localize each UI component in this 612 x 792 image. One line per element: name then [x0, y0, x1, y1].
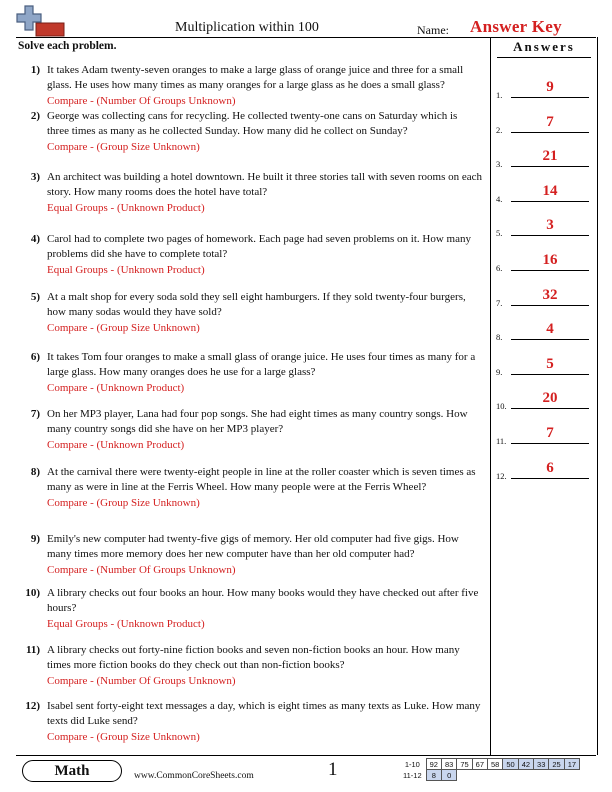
problem-text: At a malt shop for every soda sold they sell eight hamburgers. If they sold twenty-four burgers, how many sodas would they have sold?: [47, 291, 466, 318]
answer-line: [511, 201, 589, 202]
score-cell: 75: [457, 759, 472, 770]
answer-value: 3: [546, 217, 554, 234]
problem-3: [18, 170, 482, 216]
problem-text: George was collecting cans for recycling. He collected twenty-one cans on Saturday which is three times as many as he collected Sunday. How many did he collect on Sunday?: [47, 110, 458, 137]
answer-number: 12.: [496, 470, 507, 481]
score-cell: 8: [426, 770, 441, 781]
problem-number: 10): [25, 587, 40, 599]
answer-number: 9.: [496, 366, 503, 377]
answer-line: [511, 339, 589, 340]
answer-number: 10.: [496, 401, 507, 412]
answer-line: [511, 408, 589, 409]
problem-type: Compare - (Group Size Unknown): [47, 322, 200, 334]
answer-number: 2.: [496, 124, 503, 135]
score-cell: 50: [503, 759, 518, 770]
answer-value: 9: [546, 79, 554, 95]
answer-row-8: [491, 310, 597, 344]
problem-type: Compare - (Unknown Product): [47, 439, 185, 451]
problem-text: On her MP3 player, Lana had four pop songs. She had eight times as many country songs. How many country songs did she have on her MP3 player?: [47, 408, 468, 435]
page-title: Multiplication within 100: [175, 20, 319, 35]
problem-number: 11): [25, 644, 40, 656]
score-cell: 92: [426, 759, 441, 770]
answer-value: 21: [542, 148, 558, 165]
answer-value: 7: [546, 113, 554, 130]
answer-value: 16: [542, 252, 558, 268]
score-cell: 17: [564, 759, 579, 770]
answer-line: [511, 270, 589, 271]
score-row: [400, 770, 580, 781]
site-url: www.CommonCoreSheets.com: [134, 771, 254, 781]
answer-row-1: [491, 68, 597, 102]
problem-2: [18, 109, 482, 155]
problem-number: 6): [30, 351, 40, 363]
problem-text: At the carnival there were twenty-eight people in line at the roller coaster which is seven times as many as were in line at the Ferris Wheel. How many people were at the Ferris Wheel?: [47, 466, 476, 493]
answer-number: 3.: [496, 159, 503, 170]
score-cell: 33: [534, 759, 549, 770]
score-cell: 25: [549, 759, 564, 770]
answer-value: 14: [542, 182, 558, 199]
problem-5: [18, 290, 482, 336]
score-cell: 83: [441, 759, 456, 770]
problem-10: [18, 586, 482, 632]
answer-value: 20: [542, 390, 558, 407]
answer-row-10: [491, 379, 597, 413]
bottom-divider: [16, 755, 596, 756]
problem-number: 4): [30, 233, 40, 245]
answer-value: 6: [546, 459, 554, 476]
answer-row-6: [491, 241, 597, 275]
answer-number: 11.: [496, 436, 507, 446]
problem-text: It takes Tom four oranges to make a small glass of orange juice. He uses four times as many for a large glass. How many oranges does he use for a large glass?: [47, 351, 476, 378]
score-cell: 67: [472, 759, 487, 770]
problem-6: [18, 350, 482, 396]
problem-9: [18, 532, 482, 578]
answer-row-7: [491, 276, 597, 310]
problem-12: [18, 699, 482, 745]
answer-row-12: [491, 449, 597, 483]
problem-number: 9): [30, 533, 40, 545]
problem-number: 7): [30, 408, 40, 420]
logo-icon: [16, 4, 66, 38]
problem-8: [18, 465, 482, 511]
problem-type: Compare - (Number Of Groups Unknown): [47, 675, 236, 687]
answer-line: [511, 305, 589, 306]
problem-text: A library checks out forty-nine fiction books and seven non-fiction books an hour. How many times more fiction books do they check out than non-fiction books?: [47, 644, 460, 671]
answer-value: 32: [542, 286, 558, 303]
answer-line: [511, 443, 589, 444]
answer-row-11: [491, 414, 597, 448]
name-label: Name:: [417, 23, 449, 37]
instructions: Solve each problem.: [18, 40, 117, 52]
answer-row-5: [491, 206, 597, 240]
problem-4: [18, 232, 482, 278]
answer-number: 6.: [496, 263, 503, 273]
problem-text: A library checks out four books an hour. How many books would they have checked out after five hours?: [47, 587, 479, 614]
score-cell: 58: [488, 759, 503, 770]
problem-type: Compare - (Number Of Groups Unknown): [47, 95, 236, 107]
answer-row-4: [491, 172, 597, 206]
problem-type: Compare - (Group Size Unknown): [47, 141, 200, 153]
problem-number: 5): [30, 291, 40, 303]
answer-number: 1.: [496, 90, 503, 100]
answer-number: 8.: [496, 332, 503, 343]
problem-type: Equal Groups - (Unknown Product): [47, 202, 205, 214]
answer-key-label: Answer Key: [470, 17, 562, 36]
score-cell: 0: [441, 770, 456, 781]
problem-number: 3): [30, 171, 40, 183]
answer-line: [511, 235, 589, 236]
answers-heading-underline: [497, 57, 591, 58]
problem-type: Compare - (Number Of Groups Unknown): [47, 564, 236, 576]
answer-number: 5.: [496, 228, 503, 239]
problem-type: Compare - (Group Size Unknown): [47, 497, 200, 509]
score-row-label: 1-10: [404, 759, 420, 769]
problem-text: Isabel sent forty-eight text messages a day, which is eight times as many texts as Luke. How many texts did Luke send?: [47, 700, 481, 727]
problem-11: [18, 643, 482, 689]
subject-badge: Math: [22, 760, 122, 782]
answers-heading: Answers: [513, 39, 575, 54]
answer-number: 4.: [496, 193, 503, 204]
problem-text: An architect was building a hotel downtown. He built it three stories tall with seven rooms on each story. How many rooms does the hotel have total?: [47, 171, 483, 198]
answer-row-3: [491, 137, 597, 171]
answer-line: [511, 478, 589, 479]
answers-column: [490, 37, 598, 755]
answer-number: 7.: [496, 297, 503, 308]
answer-value: 7: [546, 425, 554, 441]
problem-number: 8): [30, 466, 40, 478]
answer-line: [511, 97, 589, 98]
problem-1: [18, 63, 482, 109]
score-cell: 42: [518, 759, 533, 770]
page-number: 1: [328, 759, 338, 780]
answer-row-2: [491, 103, 597, 137]
answer-value: 5: [546, 355, 554, 372]
answer-line: [511, 166, 589, 167]
problem-number: 2): [30, 110, 40, 122]
problem-text: Emily's new computer had twenty-five gigs of memory. Her old computer had five gigs. How many times more memory does her new computer have than her old computer had?: [47, 533, 459, 560]
problem-type: Equal Groups - (Unknown Product): [47, 618, 205, 630]
problem-type: Compare - (Group Size Unknown): [47, 731, 200, 743]
answer-line: [511, 374, 589, 375]
problem-text: It takes Adam twenty-seven oranges to make a large glass of orange juice and three for a small glass. He uses how many times as many oranges for a large glass as he does a small glass?: [47, 64, 464, 91]
problem-type: Compare - (Unknown Product): [47, 382, 185, 394]
score-row: [400, 759, 580, 770]
score-row-label: 11-12: [403, 770, 422, 780]
answer-row-9: [491, 345, 597, 379]
score-table: [400, 758, 580, 781]
problem-number: 12): [25, 700, 40, 712]
problem-7: [18, 407, 482, 453]
answer-value: 4: [546, 321, 554, 338]
problem-text: Carol had to complete two pages of homework. Each page had seven problems on it. How many problems did she have to complete total?: [47, 233, 471, 260]
problem-type: Equal Groups - (Unknown Product): [47, 264, 205, 276]
answer-line: [511, 132, 589, 133]
problem-number: 1): [30, 64, 40, 76]
